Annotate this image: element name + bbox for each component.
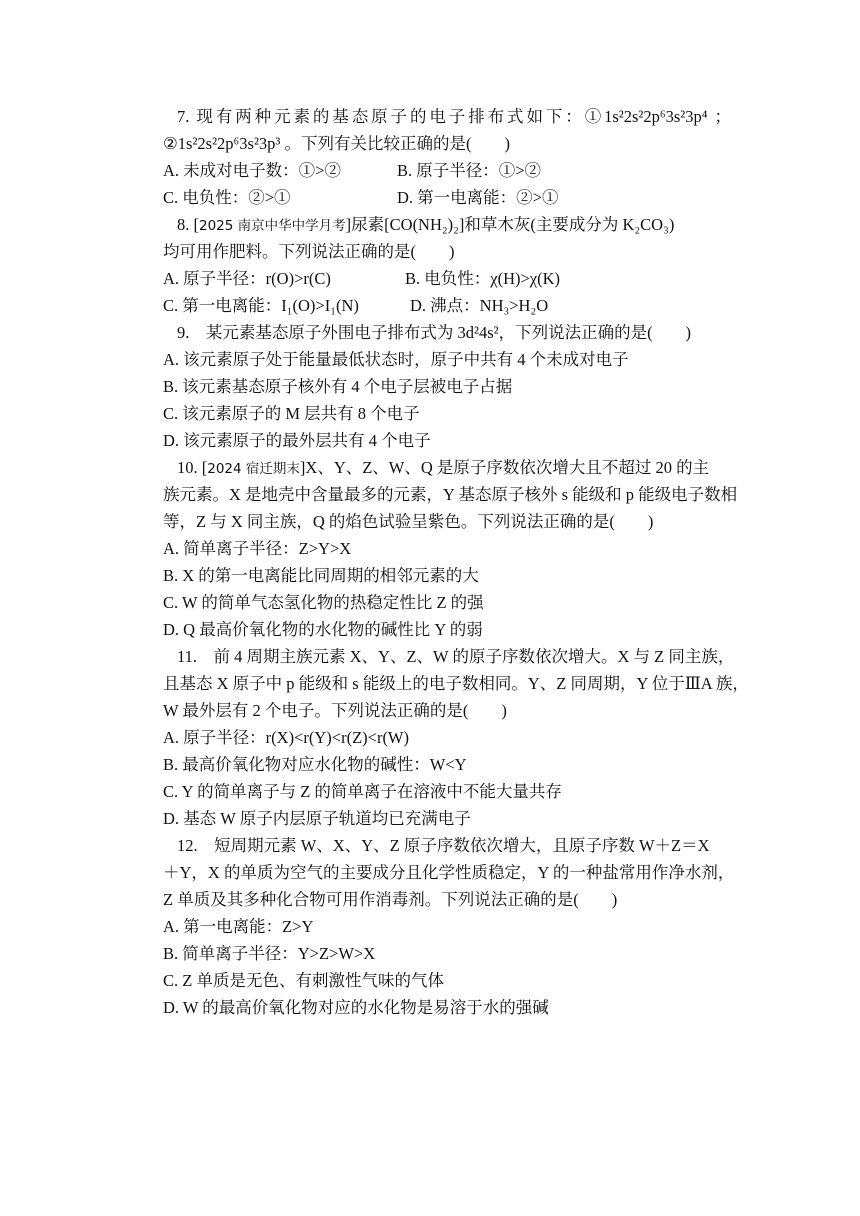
q7-option-c: C. 电负性：②>① <box>163 188 291 207</box>
q8-option-b: B. 电负性：χ(H)>χ(K) <box>405 269 561 288</box>
q10-stem-line1 <box>177 458 709 478</box>
q12-stem-line1: 12. 短周期元素 W、X、Y、Z 原子序数依次增大，且原子序数 W＋Z＝X <box>177 836 710 855</box>
q9-option-d: D. 该元素原子的最外层共有 4 个电子 <box>163 431 431 450</box>
q10-stem-line3: 等，Z 与 X 同主族，Q 的焰色试验呈紫色。下列说法正确的是( ) <box>163 512 654 531</box>
q12-option-b: B. 简单离子半径：Y>Z>W>X <box>163 944 376 963</box>
q12-option-a: A. 第一电离能：Z>Y <box>163 917 314 936</box>
q7-stem-line1: 7. 现有两种元素的基态原子的电子排布式如下：①1s²2s²2p⁶3s²3p⁴ ； <box>177 107 731 126</box>
q7-option-a: A. 未成对电子数：①>② <box>163 161 341 180</box>
q11-option-b: B. 最高价氧化物对应水化物的碱性：W<Y <box>163 755 467 774</box>
q10-number: 10. [ <box>177 458 208 477</box>
q10-source: 2024 宿迁期末 <box>207 461 300 477</box>
q9-option-b: B. 该元素基态原子核外有 4 个电子层被电子占据 <box>163 377 513 396</box>
q9-option-a: A. 该元素原子处于能量最低状态时，原子中共有 4 个未成对电子 <box>163 350 629 369</box>
q7-option-b: B. 原子半径：①>② <box>397 161 542 180</box>
q12-option-d: D. W 的最高价氧化物对应的水化物是易溶于水的强碱 <box>163 998 549 1017</box>
q12-stem-line3: Z 单质及其多种化合物可用作消毒剂。下列说法正确的是( ) <box>163 890 618 909</box>
q12-stem-line2: ＋Y，X 的单质为空气的主要成分且化学性质稳定，Y 的一种盐常用作净水剂， <box>163 863 735 882</box>
q8-source: 2025 南京中华中学月考 <box>199 218 346 234</box>
q10-stem-rest: ]X、Y、Z、W、Q 是原子序数依次增大且不超过 20 的主 <box>299 458 710 477</box>
q10-stem-line2: 族元素。X 是地壳中含量最多的元素，Y 基态原子核外 s 能级和 p 能级电子数相 <box>163 485 738 504</box>
q10-option-a: A. 简单离子半径：Z>Y>X <box>163 539 352 558</box>
q10-option-b: B. X 的第一电离能比同周期的相邻元素的大 <box>163 566 479 585</box>
q11-stem-line2: 且基态 X 原子中 p 能级和 s 能级上的电子数相同。Y、Z 同周期，Y 位于ⅢA 族， <box>163 674 749 693</box>
q8-option-d: D. 沸点：NH₃>H₂O <box>410 296 549 315</box>
q11-stem-line1: 11. 前 4 周期主族元素 X、Y、Z、W 的原子序数依次增大。X 与 Z 同主族， <box>177 647 735 666</box>
q11-option-c: C. Y 的简单离子与 Z 的简单离子在溶液中不能大量共存 <box>163 782 562 801</box>
q9-stem: 9. 某元素基态原子外围电子排布式为 3d²4s²，下列说法正确的是( ) <box>177 323 692 342</box>
q8-number: 8. [ <box>177 215 199 234</box>
q7-option-d: D. 第一电离能：②>① <box>397 188 559 207</box>
q11-stem-line3: W 最外层有 2 个电子。下列说法正确的是( ) <box>163 701 507 720</box>
q8-stem-line1 <box>177 215 674 235</box>
q8-stem-line2: 均可用作肥料。下列说法正确的是( ) <box>163 242 455 261</box>
q11-option-a: A. 原子半径：r(X)<r(Y)<r(Z)<r(W) <box>163 728 410 747</box>
q8-stem-rest: ]尿素[CO(NH₂)₂]和草木灰(主要成分为 K₂CO₃) <box>345 215 675 234</box>
q10-option-d: D. Q 最高价氧化物的水化物的碱性比 Y 的弱 <box>163 620 483 639</box>
q8-option-a: A. 原子半径：r(O)>r(C) <box>163 269 331 288</box>
q12-option-c: C. Z 单质是无色、有刺激性气味的气体 <box>163 971 444 990</box>
q9-option-c: C. 该元素原子的 M 层共有 8 个电子 <box>163 404 420 423</box>
q7-stem-line2: ②1s²2s²2p⁶3s²3p³ 。下列有关比较正确的是( ) <box>163 134 510 153</box>
q11-option-d: D. 基态 W 原子内层原子轨道均已充满电子 <box>163 809 471 828</box>
q8-option-c: C. 第一电离能：I₁(O)>I₁(N) <box>163 296 359 315</box>
q10-option-c: C. W 的简单气态氢化物的热稳定性比 Z 的强 <box>163 593 484 612</box>
